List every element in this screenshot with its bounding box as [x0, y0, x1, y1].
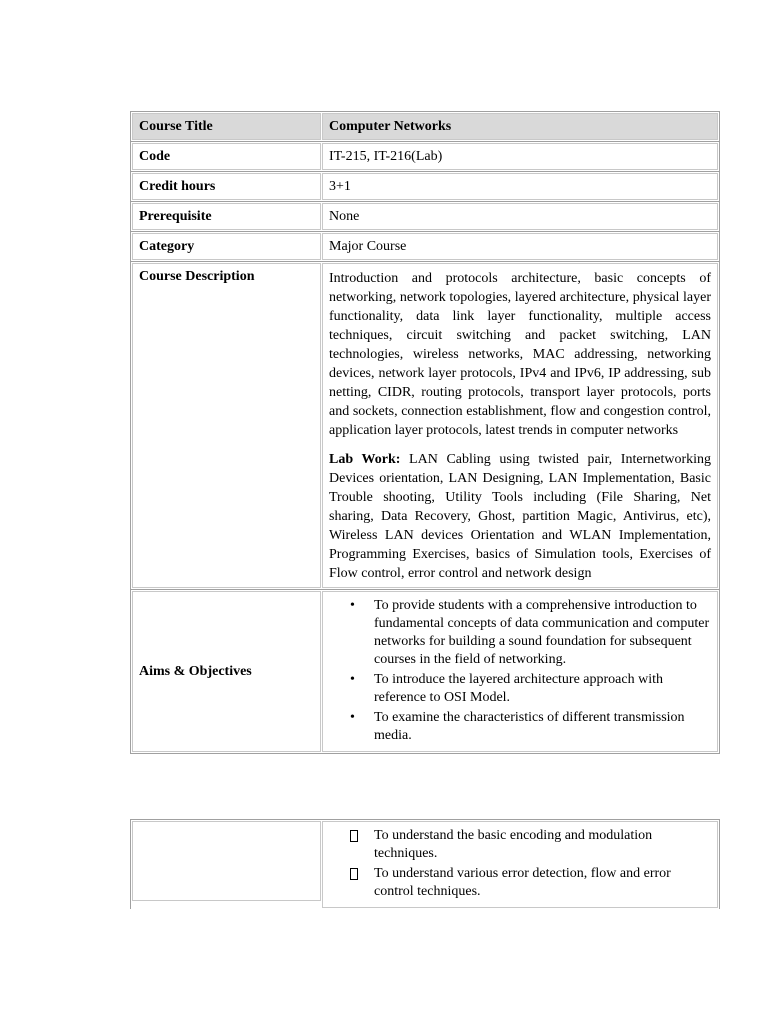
aims-item-text: To examine the characteristics of different transmission media.: [374, 710, 685, 743]
bullet-icon: •: [350, 672, 355, 687]
aims-list: [329, 597, 711, 745]
missing-glyph-icon: [350, 827, 358, 848]
course-description-label: Course Description: [132, 263, 321, 588]
course-table: [130, 111, 720, 754]
continuation-value: [322, 821, 718, 908]
table-row-aims: [131, 590, 719, 753]
list-item: [329, 709, 711, 745]
aims-objectives-label: [132, 591, 321, 752]
aims-objectives-value: [322, 591, 718, 752]
prerequisite-label: Prerequisite: [132, 203, 321, 230]
code-value: IT-215, IT-216(Lab): [322, 143, 718, 170]
lab-work-text: LAN Cabling using twisted pair, Internetworking Devices orientation, LAN Designing, LAN Implementation, Basic Trouble shooting, Utility Tools including (File Sharing, Net sharing, Data Recovery, Ghost, partition Magic, Antivirus, etc), Wireless LAN devices Orientation and WLAN Implementation, Programming Exercises, basics of Simulation tools, Exercises of Flow control, error control and network design: [329, 452, 712, 581]
continuation-empty-label: [132, 821, 321, 901]
lab-work-paragraph: [329, 450, 711, 583]
table-row-prerequisite: [131, 202, 719, 232]
continuation-item-text: To understand various error detection, flow and error control techniques.: [374, 866, 671, 899]
continuation-item-text: To understand the basic encoding and modulation techniques.: [374, 828, 653, 861]
table-row-category: [131, 232, 719, 262]
aims-objectives-label-text: Aims & Objectives: [139, 664, 252, 679]
aims-item-text: To provide students with a comprehensive introduction to fundamental concepts of data communication and computer networks for building a sound foundation for subsequent courses in the field of networking.: [374, 598, 710, 667]
credit-hours-value: 3+1: [322, 173, 718, 200]
continuation-row: [131, 820, 719, 909]
table-header-row: [131, 112, 719, 142]
list-item: [329, 827, 711, 863]
category-value: Major Course: [322, 233, 718, 260]
list-item: [329, 865, 711, 901]
credit-hours-label: Credit hours: [132, 173, 321, 200]
list-item: [329, 671, 711, 707]
course-title-value: Computer Networks: [322, 113, 718, 140]
list-item: [329, 597, 711, 669]
prerequisite-value: None: [322, 203, 718, 230]
category-label: Category: [132, 233, 321, 260]
table-row-course-description: [131, 262, 719, 590]
lab-work-label: Lab Work:: [329, 452, 401, 467]
bullet-icon: •: [350, 710, 355, 725]
continuation-list: [329, 827, 711, 901]
table-row-code: [131, 142, 719, 172]
bullet-icon: •: [350, 598, 355, 613]
code-label: Code: [132, 143, 321, 170]
missing-glyph-icon: [350, 865, 358, 886]
course-description-paragraph: Introduction and protocols architecture, basic concepts of networking, network topologies, layered architecture, physical layer functionality, data link layer functionality, multiple access techniques, circuit switching and packet switching, LAN technologies, wireless networks, MAC addressing, networking devices, network layer protocols, IPv4 and IPv6, IP addressing, sub netting, CIDR, routing protocols, transport layer protocols, ports and sockets, connection establishment, flow and congestion control, application layer protocols, latest trends in computer networks: [329, 271, 711, 438]
aims-item-text: To introduce the layered architecture approach with reference to OSI Model.: [374, 672, 663, 705]
table-row-credit-hours: [131, 172, 719, 202]
continuation-table: [130, 819, 720, 909]
course-description-value: [322, 263, 718, 588]
course-title-label: Course Title: [132, 113, 321, 140]
